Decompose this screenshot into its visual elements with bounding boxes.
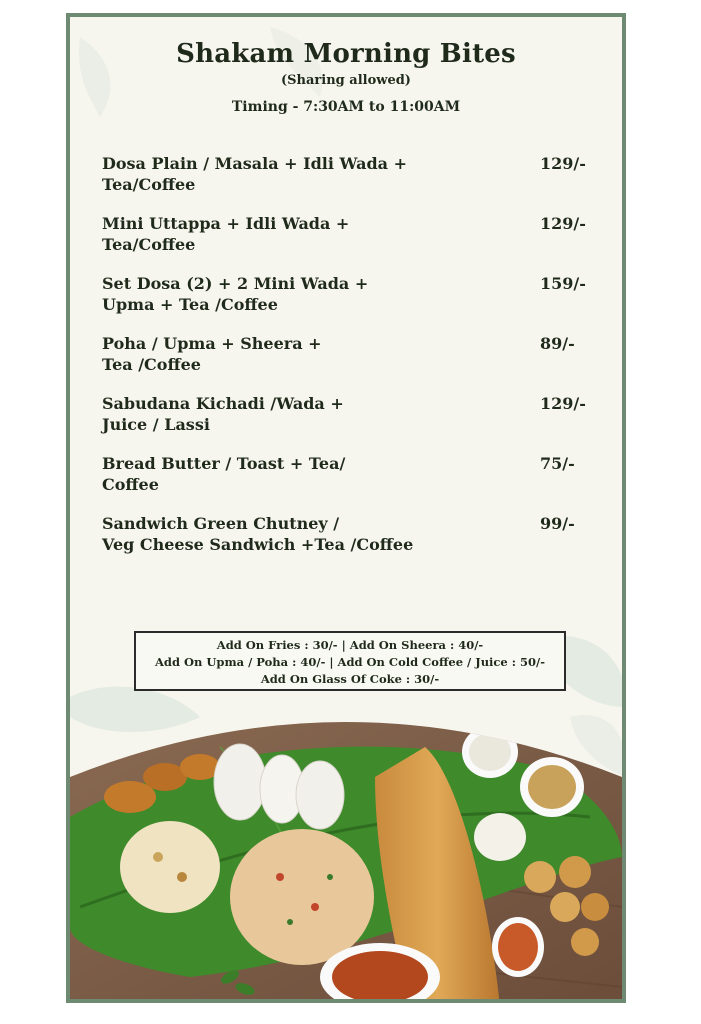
menu-item-price: 99/- (540, 514, 575, 533)
menu-item-price: 89/- (540, 334, 575, 353)
food-photo (70, 707, 622, 1003)
menu-item-name: Bread Butter / Toast + Tea/ Coffee (102, 454, 346, 494)
menu-item (102, 273, 602, 317)
menu-item-name: Dosa Plain / Masala + Idli Wada + Tea/Coffee (102, 154, 407, 194)
menu-item-name: Set Dosa (2) + 2 Mini Wada + Upma + Tea /Coffee (102, 274, 369, 314)
menu-timing: Timing - 7:30AM to 11:00AM (231, 99, 461, 115)
menu-item-name: Mini Uttappa + Idli Wada + Tea/Coffee (102, 214, 350, 254)
addon-line: Add On Upma / Poha : 40/- | Add On Cold Coffee / Juice : 50/- (155, 655, 545, 669)
menu-item-name: Sabudana Kichadi /Wada + Juice / Lassi (102, 394, 344, 434)
addon-box (134, 631, 566, 691)
menu-item (102, 153, 602, 197)
menu-item-price: 129/- (540, 214, 586, 233)
menu-item (102, 513, 602, 557)
menu-item (102, 453, 602, 497)
addon-line: Add On Glass Of Coke : 30/- (260, 672, 440, 686)
menu-item-price: 75/- (540, 454, 575, 473)
menu-item-name: Sandwich Green Chutney / Veg Cheese Sandwich +Tea /Coffee (102, 514, 414, 554)
menu-item (102, 333, 602, 377)
menu-subtitle: (Sharing allowed) (281, 73, 411, 88)
menu-item (102, 213, 602, 257)
menu-item-price: 129/- (540, 394, 586, 413)
menu-card (66, 13, 626, 1003)
menu-item (102, 393, 602, 437)
menu-item-price: 159/- (540, 274, 586, 293)
menu-item-price: 129/- (540, 154, 586, 173)
addon-line: Add On Fries : 30/- | Add On Sheera : 40/- (216, 638, 484, 652)
menu-title: Shakam Morning Bites (176, 39, 516, 69)
menu-item-name: Poha / Upma + Sheera + Tea /Coffee (102, 334, 322, 374)
